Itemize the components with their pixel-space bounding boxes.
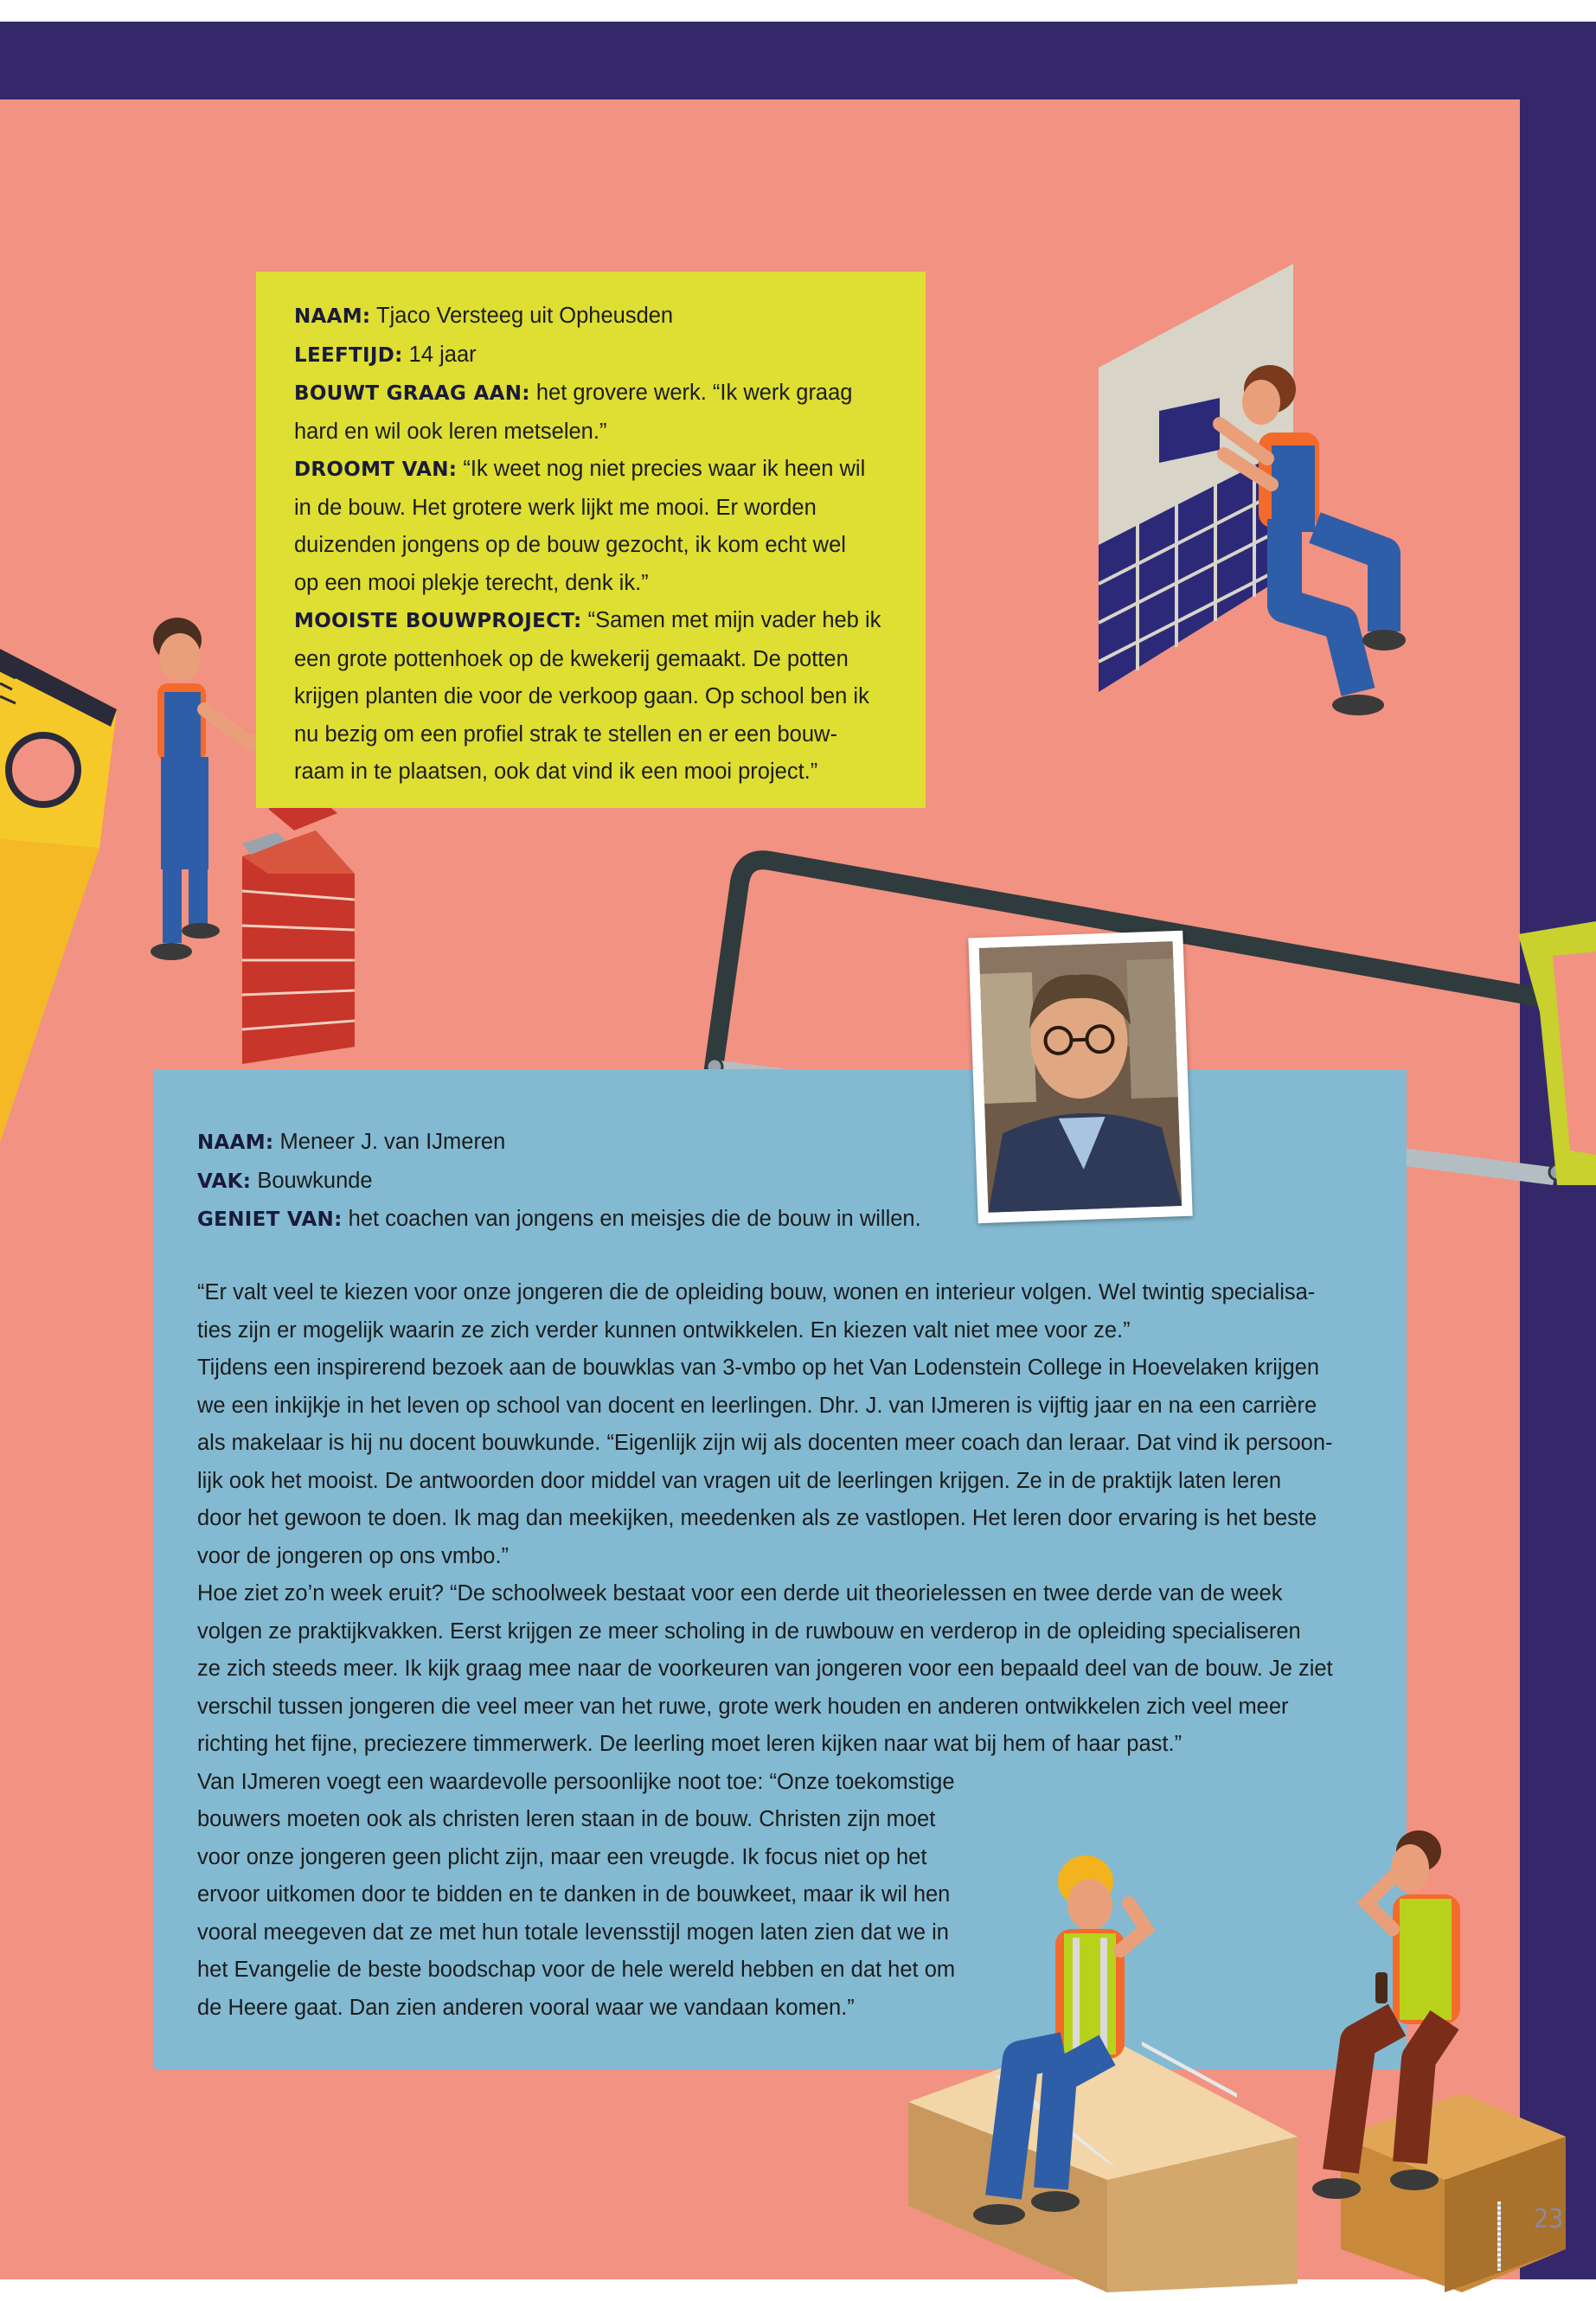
bouwt-line — [294, 375, 900, 413]
teacher-geniet-line — [197, 1201, 921, 1240]
teacher-naam-label: NAAM: — [197, 1131, 274, 1154]
article-line: ze zich steeds meer. Ik kijk graag mee naar de voorkeuren van jongeren voor een bepaald deel van de bouw. Je ziet — [197, 1657, 1333, 1681]
project-line: krijgen planten die voor de verkoop gaan. Op school ben ik — [294, 684, 869, 708]
page-number: 23 — [1534, 2204, 1564, 2234]
article-line: Van IJmeren voegt een waardevolle persoonlijke noot toe: “Onze toekomstige — [197, 1769, 955, 1794]
project-line — [294, 602, 900, 641]
article-line: verschil tussen jongeren die veel meer van het ruwe, grote werk houden en anderen ontwikkelen zich veel meer — [197, 1694, 1289, 1719]
article-line: door het gewoon te doen. Ik mag dan meekijken, meedenken als ze vastlopen. Het leren door ervaring is het beste — [197, 1506, 1317, 1530]
leeftijd-label: LEEFTIJD: — [294, 343, 403, 367]
top-border-bar — [0, 22, 1596, 99]
vak-label: VAK: — [197, 1170, 252, 1193]
droomt-line: op een mooi plekje terecht, denk ik.” — [294, 570, 649, 595]
article-line: richting het fijne, preciezere timmerwerk. De leerling moet leren kijken naar wat bij hem of haar past.” — [197, 1732, 1183, 1756]
tape-measure-illustration — [0, 623, 121, 1142]
teacher-portrait-photo — [968, 931, 1192, 1223]
bouwt-label: BOUWT GRAAG AAN: — [294, 382, 530, 405]
project-line: een grote pottenhoek op de kwekerij gemaakt. De potten — [294, 646, 849, 671]
teacher-name: Meneer J. van IJmeren — [273, 1130, 506, 1154]
article-line: de Heere gaat. Dan zien anderen vooral waar we vandaan komen.” — [197, 1995, 855, 2020]
article-line: vooral meegeven dat ze met hun totale levensstijl mogen laten zien dat we in — [197, 1920, 949, 1945]
droomt-label: DROOMT VAN: — [294, 458, 458, 481]
article-line: als makelaar is hij nu docent bouwkunde. “Eigenlijk zijn wij als docenten meer coach dan leraar. Dat vind ik persoon- — [197, 1431, 1333, 1455]
article-line: het Evangelie de beste boodschap voor de hele wereld hebben en dat het om — [197, 1958, 956, 1982]
student-age: 14 jaar — [402, 342, 477, 367]
student-age-line — [294, 336, 900, 375]
droomt-line: in de bouw. Het grotere werk lijkt me mooi. Er worden — [294, 495, 817, 520]
workers-on-planks-illustration — [908, 1799, 1574, 2292]
teacher-vak: Bouwkunde — [251, 1168, 373, 1193]
article-line: “Er valt veel te kiezen voor onze jongeren die de opleiding bouw, wonen en interieur volgen. Wel twintig specialisa- — [197, 1280, 1316, 1304]
droomt-line: duizenden jongens op de bouw gezocht, ik kom echt wel — [294, 533, 846, 557]
project-text: “Samen met mijn vader heb ik — [581, 608, 881, 632]
student-name-line — [294, 298, 900, 336]
article-line: lijk ook het mooist. De antwoorden door middel van vragen uit de leerlingen krijgen. Ze in de praktijk laten leren — [197, 1468, 1282, 1493]
teacher-meta-text — [197, 1124, 921, 1240]
project-label: MOOISTE BOUWPROJECT: — [294, 610, 582, 632]
droomt-line — [294, 451, 900, 490]
article-line: Tijdens een inspirerend bezoek aan de bouwklas van 3-vmbo op het Van Lodenstein College in Hoevelaken krijgen — [197, 1356, 1320, 1380]
article-line: bouwers moeten ook als christen leren staan in de bouw. Christen zijn moet — [197, 1807, 936, 1831]
student-name: Tjaco Versteeg uit Opheusden — [370, 304, 674, 328]
article-line: ervoor uitkomen door te bidden en te danken in de bouwkeet, maar ik wil hen — [197, 1882, 951, 1907]
naam-label: NAAM: — [294, 305, 371, 328]
article-line: Hoe ziet zo’n week eruit? “De schoolweek bestaat voor een derde uit theorielessen en twee derde van de week — [197, 1581, 1283, 1606]
teacher-name-line — [197, 1124, 921, 1163]
project-line: nu bezig om een profiel strak te stellen en er een bouw- — [294, 721, 837, 747]
student-profile-text — [294, 298, 900, 792]
article-line: volgen ze praktijkvakken. Eerst krijgen ze meer scholing in de ruwbouw en verderop in de opleiding specialiseren — [197, 1618, 1301, 1644]
article-line: we een inkijkje in het leven op school van docent en leerlingen. Dhr. J. van IJmeren is vijftig jaar en na een carrière — [197, 1393, 1317, 1418]
teacher-vak-line — [197, 1163, 921, 1202]
page-number-bar — [1497, 2202, 1501, 2271]
geniet-label: GENIET VAN: — [197, 1208, 343, 1231]
article-line: ties zijn er mogelijk waarin ze zich verder kunnen ontwikkelen. En kiezen valt niet mee voor ze.” — [197, 1317, 1131, 1343]
article-line: voor onze jongeren geen plicht zijn, maar een vreugde. Ik focus niet op het — [197, 1844, 927, 1869]
droomt-text: “Ik weet nog niet precies waar ik heen wil — [457, 457, 866, 481]
tiler-illustration — [1099, 260, 1427, 727]
bouwt-text: het grovere werk. “Ik werk graag — [529, 381, 853, 405]
project-line: raam in te plaatsen, ook dat vind ik een mooi project.” — [294, 760, 818, 784]
bouwt-line: hard en wil ook leren metselen.” — [294, 419, 607, 444]
teacher-geniet: het coachen van jongens en meisjes die de bouw in willen. — [342, 1207, 921, 1231]
article-line: voor de jongeren op ons vmbo.” — [197, 1543, 510, 1568]
